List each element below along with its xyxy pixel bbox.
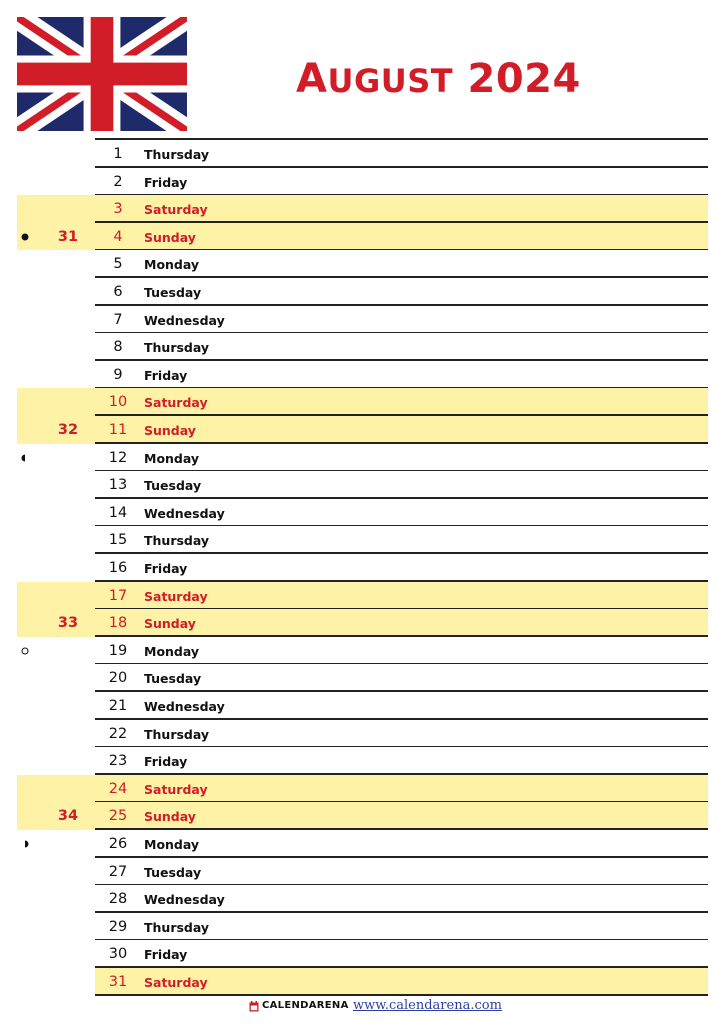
day-row	[0, 361, 728, 389]
week-number: 33	[57, 615, 79, 632]
weekday-name: Wednesday	[144, 892, 225, 908]
day-number: 25	[108, 808, 128, 825]
weekday-name: Sunday	[144, 616, 196, 632]
title-year: 2024	[467, 56, 581, 102]
first-quarter-icon	[20, 453, 30, 463]
day-number: 19	[108, 642, 128, 659]
day-row	[0, 830, 728, 858]
day-row	[0, 885, 728, 913]
day-number: 3	[113, 201, 123, 218]
day-row	[0, 444, 728, 472]
weekday-name: Wednesday	[144, 699, 225, 714]
day-row	[0, 940, 728, 968]
website-link[interactable]: www.calendarena.com	[353, 998, 502, 1013]
weekday-name: Thursday	[144, 919, 210, 935]
day-row	[0, 168, 728, 196]
day-number: 31	[108, 974, 128, 990]
title-rest: UGUST	[327, 62, 454, 100]
day-row	[0, 195, 728, 223]
weekday-name: Saturday	[144, 975, 208, 990]
title-initial: A	[296, 56, 328, 102]
weekday-name: Sunday	[144, 809, 196, 825]
day-number: 26	[108, 836, 128, 852]
week-number: 31	[57, 228, 79, 245]
day-row	[0, 140, 728, 168]
weekday-name: Thursday	[144, 726, 210, 742]
full-moon-icon	[20, 646, 30, 656]
day-row	[0, 333, 728, 361]
day-number: 4	[113, 228, 123, 245]
weekday-name: Friday	[144, 174, 188, 190]
day-number: 23	[108, 753, 128, 770]
day-row	[0, 747, 728, 775]
day-number: 20	[108, 670, 128, 687]
weekday-name: Saturday	[144, 395, 208, 411]
weekday-name: Tuesday	[144, 478, 202, 494]
weekday-name: Tuesday	[144, 864, 202, 880]
uk-flag-icon	[17, 17, 187, 131]
weekday-name: Friday	[144, 561, 188, 576]
day-number: 14	[108, 504, 128, 521]
day-number: 8	[113, 339, 123, 356]
day-number: 11	[108, 422, 128, 438]
weekday-name: Tuesday	[144, 671, 202, 687]
day-number: 5	[113, 256, 123, 273]
day-row	[0, 582, 728, 610]
day-row	[0, 664, 728, 692]
day-number: 2	[113, 173, 123, 190]
weekday-name: Thursday	[144, 533, 210, 549]
weekday-name: Sunday	[144, 229, 196, 245]
day-number: 29	[108, 918, 128, 935]
day-row	[0, 775, 728, 803]
day-row	[0, 388, 728, 416]
day-row	[0, 802, 728, 830]
day-row	[0, 306, 728, 334]
weekday-name: Monday	[144, 837, 200, 852]
day-number: 13	[108, 477, 128, 494]
day-number: 24	[108, 780, 128, 797]
day-number: 15	[108, 532, 128, 549]
weekday-name: Saturday	[144, 781, 208, 797]
day-row	[0, 692, 728, 720]
day-row	[0, 637, 728, 665]
day-row	[0, 499, 728, 527]
day-row	[0, 968, 728, 996]
week-number: 32	[57, 422, 79, 438]
weekday-name: Tuesday	[144, 285, 202, 300]
weekday-name: Monday	[144, 450, 200, 466]
day-number: 17	[108, 587, 128, 604]
day-row	[0, 471, 728, 499]
brand-logo-text: CALENDARENA	[262, 1000, 349, 1011]
weekday-name: Sunday	[144, 423, 196, 438]
day-row	[0, 554, 728, 582]
weekday-name: Thursday	[144, 147, 210, 162]
day-row	[0, 858, 728, 886]
row-divider	[95, 994, 708, 996]
calendar-logo-icon	[249, 1001, 259, 1012]
weekday-name: Saturday	[144, 588, 208, 604]
weekday-name: Friday	[144, 754, 188, 770]
new-moon-icon	[20, 232, 30, 242]
day-row	[0, 913, 728, 941]
weekday-name: Friday	[144, 367, 188, 383]
footer	[0, 998, 728, 1018]
day-row	[0, 250, 728, 278]
day-row	[0, 720, 728, 748]
day-row	[0, 609, 728, 637]
week-number: 34	[57, 808, 79, 825]
day-number: 21	[108, 698, 128, 714]
day-row	[0, 223, 728, 251]
weekday-name: Saturday	[144, 202, 208, 218]
weekday-name: Friday	[144, 947, 188, 963]
day-number: 1	[113, 146, 123, 162]
weekday-name: Wednesday	[144, 312, 225, 328]
day-number: 28	[108, 891, 128, 908]
weekday-name: Monday	[144, 257, 200, 273]
weekday-name: Thursday	[144, 340, 210, 356]
day-number: 12	[108, 449, 128, 466]
last-quarter-icon	[20, 839, 30, 849]
day-number: 27	[108, 863, 128, 880]
weekday-name: Monday	[144, 643, 200, 659]
day-number: 30	[108, 946, 128, 963]
day-number: 22	[108, 725, 128, 742]
day-row	[0, 526, 728, 554]
day-number: 10	[108, 394, 128, 411]
day-number: 7	[113, 311, 123, 328]
day-row	[0, 278, 728, 306]
day-row	[0, 416, 728, 444]
page-title	[296, 55, 596, 105]
day-number: 6	[113, 284, 123, 300]
day-number: 9	[113, 366, 123, 383]
day-number: 18	[108, 615, 128, 632]
day-number: 16	[108, 560, 128, 576]
weekday-name: Wednesday	[144, 505, 225, 521]
